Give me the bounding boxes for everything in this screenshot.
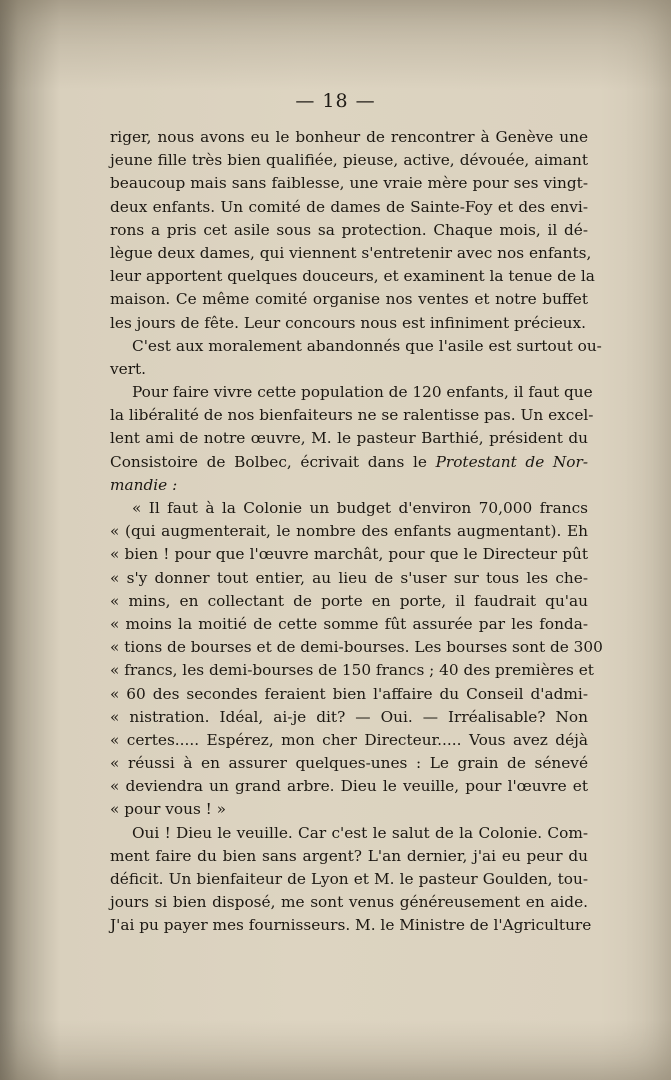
periodical-title: Protestant de Nor-: [435, 452, 588, 471]
text-line: Pour faire vivre cette population de 120 enfants, il faut que: [132, 383, 593, 402]
text-line: la libéralité de nos bienfaiteurs ne se ralentisse pas. Un excel-: [110, 406, 594, 425]
quote-line: « francs, les demi-bourses de 150 francs ; 40 des premières et: [110, 661, 594, 680]
text-line: lent ami de notre œuvre, M. le pasteur Barthié, président du: [110, 429, 588, 448]
text-line: C'est aux moralement abandonnés que l'asile est surtout ou-: [132, 336, 602, 355]
page-number: — 18 —: [295, 90, 376, 112]
quote-line: « certes..... Espérez, mon cher Directeur..... Vous avez déjà: [110, 730, 588, 749]
quote-line: « 60 des secondes feraient bien l'affaire du Conseil d'admi-: [110, 684, 588, 703]
body-text: [110, 126, 603, 938]
text-line: leur apportent quelques douceurs, et examinent la tenue de la: [110, 267, 595, 286]
text-line: ment faire du bien sans argent? L'an dernier, j'ai eu peur du: [110, 846, 588, 865]
text-line: lègue deux dames, qui viennent s'entretenir avec nos enfants,: [110, 243, 592, 262]
text-line: J'ai pu payer mes fournisseurs. M. le Ministre de l'Agriculture: [110, 916, 592, 935]
text-line: riger, nous avons eu le bonheur de rencontrer à Genève une: [110, 128, 588, 146]
quote-line: « s'y donner tout entier, au lieu de s'user sur tous les che-: [110, 568, 588, 587]
text-line: rons a pris cet asile sous sa protection. Chaque mois, il dé-: [110, 220, 588, 239]
text-line: beaucoup mais sans faiblesse, une vraie mère pour ses vingt-: [110, 174, 588, 193]
text-line: deux enfants. Un comité de dames de Sainte-Foy et des envi-: [110, 197, 588, 216]
quote-line: « bien ! pour que l'œuvre marchât, pour que le Directeur pût: [110, 545, 588, 564]
quote-line: « Il faut à la Colonie un budget d'environ 70,000 francs: [132, 499, 588, 517]
quote-line: « réussi à en assurer quelques-unes : Le grain de sénevé: [110, 754, 588, 773]
quote-line: « mins, en collectant de porte en porte, il faudrait qu'au: [110, 591, 588, 610]
quote-line: « nistration. Idéal, ai-je dit? — Oui. — Irréalisable? Non: [110, 707, 588, 726]
text-line: maison. Ce même comité organise nos ventes et notre buffet: [110, 290, 588, 309]
periodical-title-end: mandie :: [110, 475, 178, 494]
text-line: jeune fille très bien qualifiée, pieuse, active, dévouée, aimant: [110, 151, 588, 170]
quote-line: « deviendra un grand arbre. Dieu le veuille, pour l'œuvre et: [110, 777, 588, 796]
text-line: jours si bien disposé, me sont venus généreusement en aide.: [110, 893, 588, 912]
text-line-with-title: [110, 451, 588, 474]
quote-line: « tions de bourses et de demi-bourses. Les bourses sont de 300: [110, 638, 603, 657]
text-line: déficit. Un bienfaiteur de Lyon et M. le pasteur Goulden, tou-: [110, 870, 588, 888]
text-line: [110, 474, 588, 497]
text-line: vert.: [110, 359, 147, 378]
quote-line: « (qui augmenterait, le nombre des enfants augmentant). Eh: [110, 522, 588, 541]
quote-line: « pour vous ! »: [110, 800, 227, 819]
text-line-start: Consistoire de Bolbec, écrivait dans le: [110, 452, 427, 471]
text-line: Oui ! Dieu le veuille. Car c'est le salut de la Colonie. Com-: [132, 823, 588, 842]
quote-line: « moins la moitié de cette somme fût assurée par les fonda-: [110, 614, 588, 633]
text-line: les jours de fête. Leur concours nous est infiniment précieux.: [110, 313, 587, 332]
